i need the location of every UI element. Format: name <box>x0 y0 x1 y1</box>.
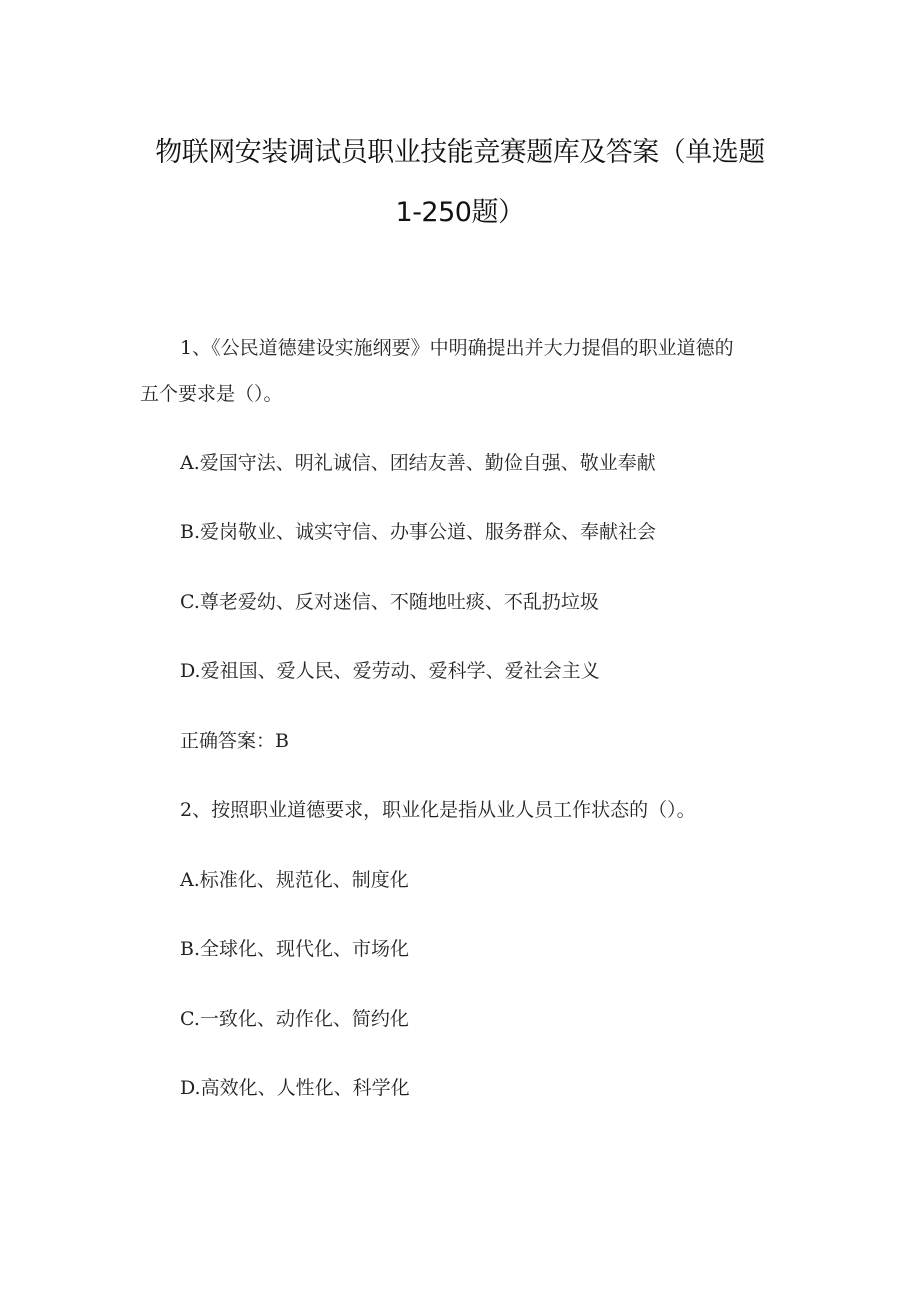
question-1-option-d: D.爱祖国、爱人民、爱劳动、爱科学、爱社会主义 <box>180 660 600 682</box>
document-title-line-2: 1-250题） <box>395 197 525 228</box>
question-1-stem-line-1: 1、《公民道德建设实施纲要》中明确提出并大力提倡的职业道德的 <box>180 337 734 359</box>
question-1-option-c: C.尊老爱幼、反对迷信、不随地吐痰、不乱扔垃圾 <box>180 591 599 613</box>
question-2-stem-line-1: 2、按照职业道德要求，职业化是指从业人员工作状态的（）。 <box>180 799 696 821</box>
question-1-answer: 正确答案：B <box>180 730 289 752</box>
question-1-stem-line-2: 五个要求是（）。 <box>140 383 283 405</box>
question-2-option-d: D.高效化、人性化、科学化 <box>180 1077 410 1099</box>
question-2-option-c: C.一致化、动作化、简约化 <box>180 1008 409 1030</box>
question-2-option-a: A.标准化、规范化、制度化 <box>180 869 409 891</box>
question-2-option-b: B.全球化、现代化、市场化 <box>180 938 410 960</box>
question-1-option-a: A.爱国守法、明礼诚信、团结友善、勤俭自强、敬业奉献 <box>180 452 656 474</box>
question-1-option-b: B.爱岗敬业、诚实守信、办事公道、服务群众、奉献社会 <box>180 521 657 543</box>
document-title-line-1: 物联网安装调试员职业技能竞赛题库及答案（单选题 <box>155 137 765 168</box>
